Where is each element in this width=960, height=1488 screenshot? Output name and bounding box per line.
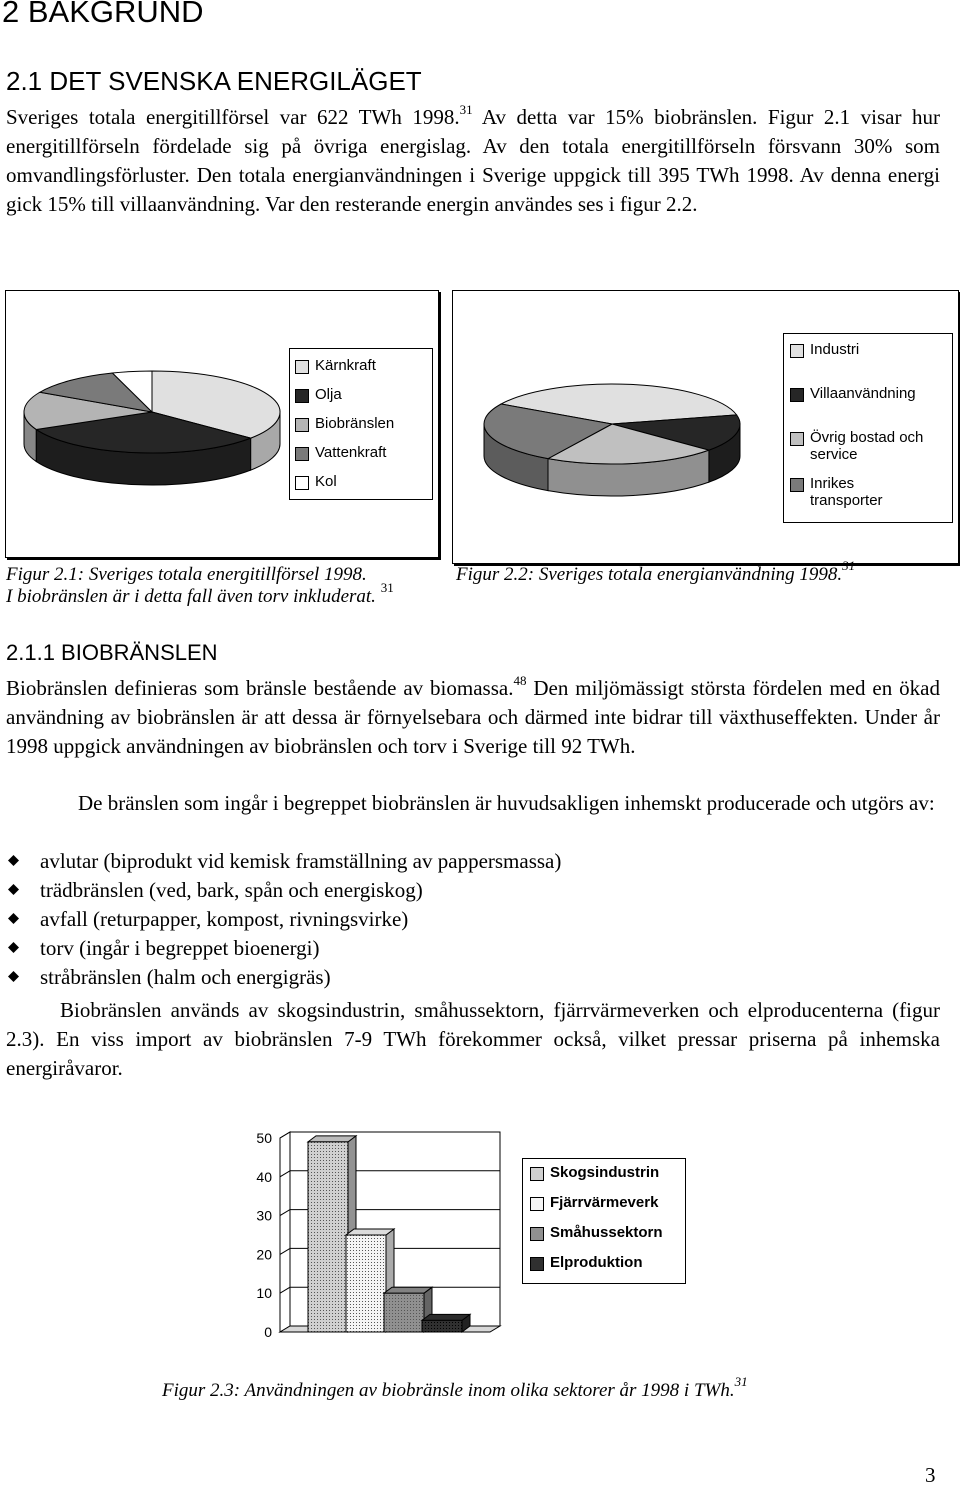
list-item-text: stråbränslen (halm och energigräs) <box>40 965 331 989</box>
legend-box <box>289 348 433 500</box>
caption-footnote-ref: 31 <box>842 558 856 573</box>
y-tick-label: 20 <box>256 1246 272 1263</box>
legend-swatch <box>530 1167 544 1181</box>
legend-item-elproduktion <box>530 1254 643 1271</box>
intro-text-2: Av detta var 15% biobränslen. Figur 2.1 visar hur energitillförseln fördelade sig på övriga energislag. Av den totala energitillförseln försvann 30% som omvandlingsförluster. Den totala energianvändningen i Sverige uppgick till 395 TWh 1998. Av denna energi gick 15% till villaanvändning. Var den resterande energin användes ses i figur 2.2. <box>6 105 940 216</box>
legend-label: Industri <box>810 341 860 358</box>
list-item-text: avlutar (biprodukt vid kemisk framställning av pappersmassa) <box>40 849 562 873</box>
figure-2-1-caption <box>6 564 394 608</box>
intro-paragraph <box>6 103 940 219</box>
legend-swatch <box>530 1197 544 1211</box>
list-item-text: torv (ingår i begreppet bioenergi) <box>40 936 320 960</box>
legend-label: Olja <box>315 386 342 403</box>
bio-paragraph-2: De bränslen som ingår i begreppet biobränslen är huvudsakligen inhemskt producerade och utgörs av: <box>78 791 935 815</box>
fuel-list <box>6 847 940 992</box>
legend-item-skogsindustrin <box>530 1164 659 1181</box>
caption-text: Figur 2.2: Sveriges totala energianvändning 1998. <box>456 564 843 585</box>
list-item <box>6 905 940 934</box>
bio-text-1a: Biobränslen definieras som bränsle bestående av biomassa. <box>6 676 514 700</box>
legend-swatch <box>790 344 804 358</box>
caption-text: Figur 2.3: Användningen av biobränsle inom olika sektorer år 1998 i TWh. <box>162 1380 735 1401</box>
list-item-text: avfall (returpapper, kompost, rivningsvirke) <box>40 907 409 931</box>
intro-text-1: Sveriges totala energitillförsel var 622 TWh 1998. <box>6 105 460 129</box>
legend-label: Skogsindustrin <box>550 1164 660 1181</box>
legend-item-fjarrvarmeverk <box>530 1194 658 1211</box>
legend-label: Småhussektorn <box>550 1224 663 1241</box>
chart-side-wall <box>280 1132 290 1332</box>
bar-Elproduktion <box>422 1320 462 1332</box>
legend-item-villaanvandning <box>790 385 916 402</box>
y-tick-label: 10 <box>256 1285 272 1302</box>
bio-footnote-ref: 48 <box>513 673 527 688</box>
y-tick-label: 30 <box>256 1207 272 1224</box>
y-tick-label: 0 <box>264 1324 272 1340</box>
figure-2-3-caption <box>162 1374 748 1402</box>
list-item <box>6 963 940 992</box>
figure-2-2-frame <box>452 290 959 564</box>
list-item <box>6 934 940 963</box>
bar-top-Elproduktion <box>422 1314 470 1320</box>
list-item-text: trädbränslen (ved, bark, spån och energiskog) <box>40 878 423 902</box>
diamond-bullet-icon <box>8 855 19 866</box>
bar-top-Fjärrvärmeverk <box>346 1229 394 1235</box>
diamond-bullet-icon <box>8 884 19 895</box>
figure-2-2-caption <box>456 558 856 586</box>
legend-swatch <box>790 478 804 492</box>
bar-Skogsindustrin <box>308 1142 348 1332</box>
list-item <box>6 876 940 905</box>
legend-swatch <box>790 432 804 446</box>
caption-footnote-ref: 31 <box>734 1374 748 1389</box>
bar-top-Skogsindustrin <box>308 1136 356 1142</box>
y-tick-label: 40 <box>256 1168 272 1185</box>
legend-swatch <box>790 388 804 402</box>
bar-Fjärrvärmeverk <box>346 1235 386 1332</box>
legend-label: Övrig bostad och service <box>810 429 924 463</box>
diamond-bullet-icon <box>8 913 19 924</box>
bio-paragraph-3: Biobränslen används av skogsindustrin, småhussektorn, fjärrvärmeverken och elproducenterna (figur 2.3). En viss import av biobränslen 7-9 TWh förekommer också, vilket pressar priserna på inhemska energiråvaror. <box>6 998 940 1080</box>
legend-label: Fjärrvärmeverk <box>550 1194 659 1211</box>
caption-line-1: Figur 2.1: Sveriges totala energitillförsel 1998. <box>6 564 367 585</box>
legend-label: Elproduktion <box>550 1254 643 1271</box>
legend-item-inrikes-transporter <box>790 475 910 509</box>
legend-swatch <box>530 1257 544 1271</box>
legend-swatch <box>530 1227 544 1241</box>
diamond-bullet-icon <box>8 971 19 982</box>
chapter-heading: 2 BAKGRUND <box>2 0 204 29</box>
bio-paragraph-1 <box>6 674 940 761</box>
caption-line-2: I biobränslen är i detta fall även torv inkluderat. <box>6 586 376 607</box>
intro-footnote-ref: 31 <box>459 102 473 117</box>
legend-label: Kärnkraft <box>315 357 376 374</box>
legend-label: Villaanvändning <box>810 385 916 402</box>
figure-2-1-frame <box>5 290 439 558</box>
legend-label: Kol <box>315 473 337 490</box>
subsection-heading: 2.1.1 BIOBRÄNSLEN <box>6 640 218 665</box>
legend-item-industri <box>790 341 859 358</box>
bar-top-Småhussektorn <box>384 1287 432 1293</box>
legend-label: Inrikes transporter <box>810 475 883 509</box>
section-heading: 2.1 DET SVENSKA ENERGILÄGET <box>6 66 422 96</box>
page-number: 3 <box>925 1463 936 1487</box>
legend-item-smahussektorn <box>530 1224 663 1241</box>
bar-Småhussektorn <box>384 1293 424 1332</box>
diamond-bullet-icon <box>8 942 19 953</box>
legend-label: Vattenkraft <box>315 444 387 461</box>
legend-item-ovrig-bostad <box>790 429 950 463</box>
list-item <box>6 847 940 876</box>
legend-label: Biobränslen <box>315 415 395 432</box>
y-tick-label: 50 <box>256 1130 272 1146</box>
caption-footnote-ref: 31 <box>380 580 394 595</box>
bio-text-1b: Den miljömässigt största fördelen med en ökad användning av biobränslen är att dessa är förnyelsebara och därmed inte bidrar till växthuseffekten. Under år 1998 uppgick användningen av biobränslen och torv i Sverige till 92 TWh. <box>6 676 940 758</box>
